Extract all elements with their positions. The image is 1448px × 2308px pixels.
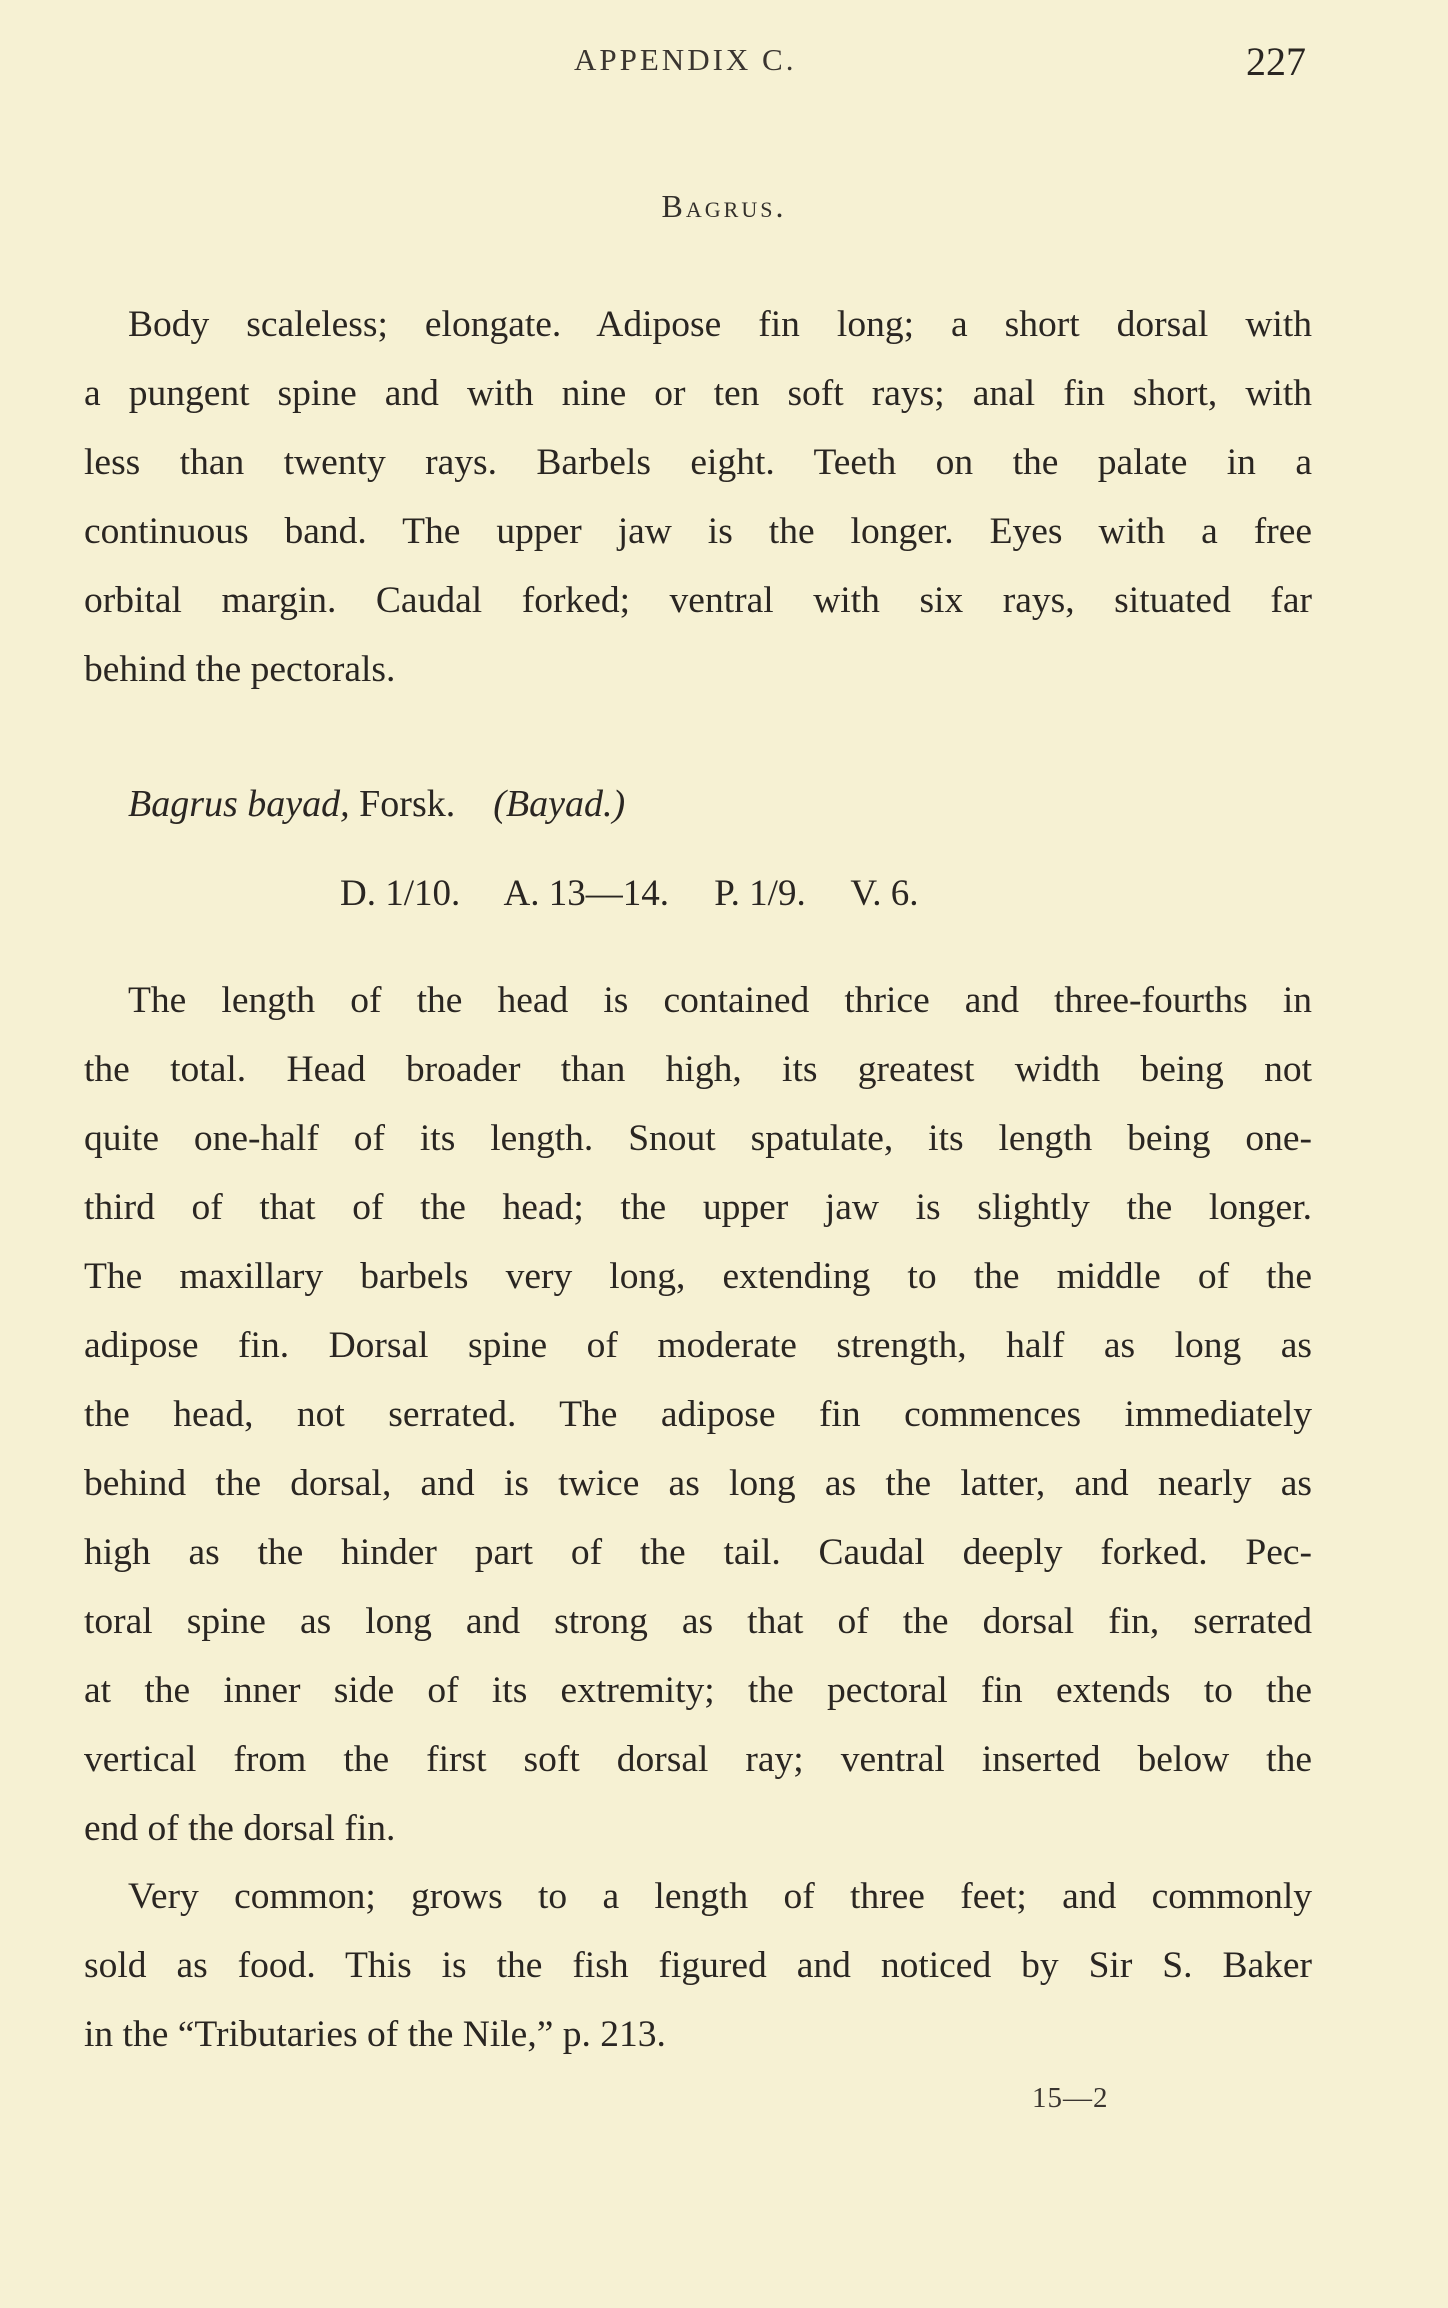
printer-signature: 15—2: [1032, 2082, 1109, 2114]
text-line: adipose fin. Dorsal spine of moderate strength, half as long as: [84, 1325, 1312, 1366]
text-line: end of the dorsal fin.: [84, 1808, 396, 1849]
text-line: behind the dorsal, and is twice as long as the latter, and nearly as: [84, 1463, 1312, 1504]
text-line: continuous band. The upper jaw is the longer. Eyes with a free: [84, 511, 1312, 552]
fin-formula-anal: A. 13—14.: [503, 873, 669, 914]
genus-description: [84, 290, 1312, 704]
running-head: [0, 38, 1448, 88]
text-line: high as the hinder part of the tail. Caudal deeply forked. Pec-: [84, 1532, 1312, 1573]
text-line: sold as food. This is the fish figured and noticed by Sir S. Baker: [84, 1945, 1312, 1986]
text-line: third of that of the head; the upper jaw is slightly the longer.: [84, 1187, 1312, 1228]
text-line: behind the pectorals.: [84, 649, 396, 690]
text-line: at the inner side of its extremity; the pectoral fin extends to the: [84, 1670, 1312, 1711]
text-line: less than twenty rays. Barbels eight. Teeth on the palate in a: [84, 442, 1312, 483]
species-notes: [84, 1862, 1312, 2069]
fin-formula-pectoral: P. 1/9.: [714, 873, 806, 914]
fin-formula: [340, 872, 955, 915]
text-line: vertical from the first soft dorsal ray; ventral inserted below the: [84, 1739, 1312, 1780]
text-line: a pungent spine and with nine or ten soft rays; anal fin short, with: [84, 373, 1312, 414]
fin-formula-dorsal: D. 1/10.: [340, 873, 461, 914]
text-line: toral spine as long and strong as that of the dorsal fin, serrated: [84, 1601, 1312, 1642]
species-local-name: (Bayad.): [493, 783, 626, 825]
text-line: orbital margin. Caudal forked; ventral with six rays, situated far: [84, 580, 1312, 621]
text-line: the total. Head broader than high, its greatest width being not: [84, 1049, 1312, 1090]
fin-formula-ventral: V. 6.: [850, 873, 919, 914]
text-line: Body scaleless; elongate. Adipose fin long; a short dorsal with: [128, 304, 1312, 345]
text-line: in the “Tributaries of the Nile,” p. 213.: [84, 2014, 666, 2055]
text-line: Very common; grows to a length of three feet; and commonly: [128, 1876, 1312, 1917]
species-name: Bagrus bayad,: [128, 783, 350, 825]
page-number: 227: [1246, 39, 1306, 84]
text-line: the head, not serrated. The adipose fin commences immediately: [84, 1394, 1312, 1435]
species-author: Forsk.: [359, 783, 456, 825]
species-description: [84, 966, 1312, 1863]
text-line: The length of the head is contained thrice and three-fourths in: [128, 980, 1312, 1021]
running-title: APPENDIX C.: [574, 42, 797, 77]
section-heading: Bagrus.: [661, 188, 787, 224]
text-line: The maxillary barbels very long, extending to the middle of the: [84, 1256, 1312, 1297]
text-line: quite one-half of its length. Snout spatulate, its length being one-: [84, 1118, 1312, 1159]
species-heading: [128, 782, 625, 826]
